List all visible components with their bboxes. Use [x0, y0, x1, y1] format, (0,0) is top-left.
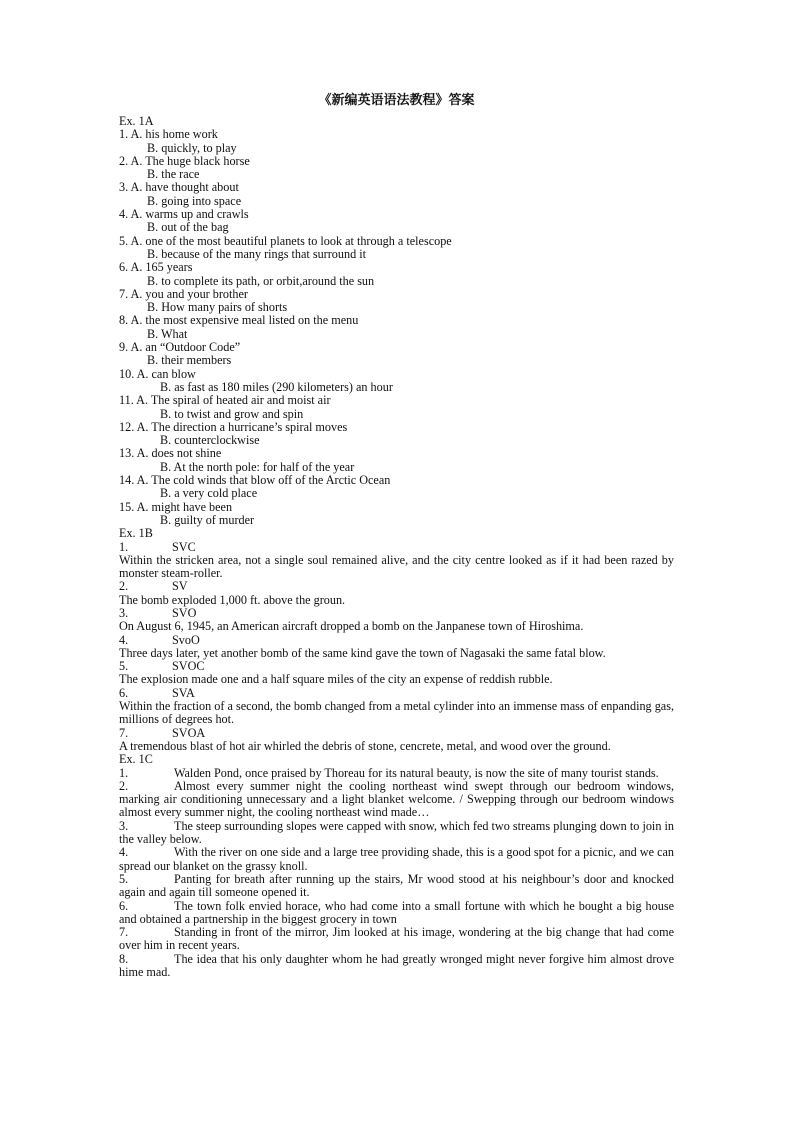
example-sentence: A tremendous blast of hot air whirled the debris of stone, cencrete, metal, and wood over the ground.	[119, 738, 611, 753]
answer-part-a: 3. A. have thought about	[119, 180, 239, 195]
answer-part-b: B. How many pairs of shorts	[147, 300, 288, 315]
answer-part-b: B. their members	[147, 353, 232, 368]
rewritten-sentence	[119, 953, 674, 980]
answer-part-b: B. At the north pole: for half of the year	[160, 459, 355, 474]
section-heading-ex1b: Ex. 1B	[119, 526, 153, 541]
answer-part-b: B. a very cold place	[160, 486, 258, 501]
pattern-label-row: 3. SVO	[119, 605, 197, 620]
pattern-label-row: 1. SVC	[119, 539, 196, 554]
rewritten-sentence	[119, 780, 674, 820]
pattern-label: SVC	[172, 539, 196, 554]
answer-part-b: B. to complete its path, or orbit,around the sun	[147, 273, 375, 288]
answer-part-a: 12. A. The direction a hurricane’s spiral moves	[119, 419, 348, 434]
answer-part-b: B. because of the many rings that surround it	[147, 246, 366, 261]
item-number: 5.	[119, 871, 129, 886]
ex1b-list	[119, 541, 674, 754]
rewritten-sentence	[119, 926, 674, 953]
answer-part-a: 15. A. might have been	[119, 499, 233, 514]
sentence-text: The steep surrounding slopes were capped with snow, which fed two streams plunging down to join in the valley below.	[119, 818, 674, 847]
item-number: 2.	[119, 778, 129, 793]
pattern-label-row: 7. SVOA	[119, 725, 206, 740]
sentence-text: The idea that his only daughter whom he had greatly wronged might never forgive him almost drove hime mad.	[119, 951, 674, 979]
sentence-text: Panting for breath after running up the stairs, Mr wood stood at his neighbour’s door and knocked again and again till someone opened it.	[119, 871, 674, 900]
pattern-label: SV	[172, 579, 188, 594]
pattern-label: SvoO	[172, 632, 200, 647]
sentence-text: Almost every summer night the cooling northeast wind swept through our bedroom windows, marking air conditioning unnecessary and a light blanket welcome. / Swepping through our bedroom windows almost every summer night, the cooling northeast wind made…	[119, 778, 674, 820]
answer-part-a: 13. A. does not shine	[119, 446, 222, 461]
answer-part-b: B. out of the bag	[147, 220, 229, 235]
answer-part-a: 6. A. 165 years	[119, 260, 193, 275]
answer-part-b: B. the race	[147, 167, 200, 182]
rewritten-sentence	[119, 767, 674, 780]
item-number: 6.	[119, 898, 129, 913]
ex1c-list	[119, 767, 674, 980]
item-number: 3.	[119, 818, 129, 833]
answer-part-b: B. quickly, to play	[147, 140, 237, 155]
answer-part-a: 2. A. The huge black horse	[119, 153, 250, 168]
answer-part-b: B. as fast as 180 miles (290 kilometers) an hour	[160, 379, 393, 394]
item-number: 4.	[119, 845, 129, 860]
pattern-label-row: 2. SV	[119, 579, 188, 594]
answer-part-a: 14. A. The cold winds that blow off of the Arctic Ocean	[119, 473, 391, 488]
example-sentence: The bomb exploded 1,000 ft. above the groun.	[119, 592, 346, 607]
example-sentence: Within the stricken area, not a single soul remained alive, and the city centre looked as if it had been razed by monster steam-roller.	[119, 552, 674, 581]
sentence-text: Standing in front of the mirror, Jim looked at his image, wondering at the big change that had come over him in recent years.	[119, 925, 674, 953]
answer-part-b: B. guilty of murder	[160, 512, 255, 527]
document-page	[119, 92, 674, 979]
answer-part-a: 5. A. one of the most beautiful planets to look at through a telescope	[119, 233, 452, 248]
rewritten-sentence	[119, 846, 674, 873]
pattern-label-row: 5. SVOC	[119, 659, 205, 674]
answer-part-b: B. to twist and grow and spin	[160, 406, 304, 421]
answer-part-b: B. counterclockwise	[160, 433, 260, 448]
pattern-label-row: 4. SvoO	[119, 632, 200, 647]
section-heading-ex1a: Ex. 1A	[119, 114, 154, 128]
example-sentence: On August 6, 1945, an American aircraft dropped a bomb on the Janpanese town of Hiroshima.	[119, 619, 584, 634]
item-number: 7.	[119, 925, 129, 940]
answer-part-b: B. going into space	[147, 193, 242, 208]
answer-part-a: 9. A. an “Outdoor Code”	[119, 340, 241, 355]
answer-part-b: B. What	[147, 326, 188, 341]
example-sentence: The explosion made one and a half square miles of the city an expense of reddish rubble.	[119, 672, 553, 687]
rewritten-sentence	[119, 900, 674, 927]
pattern-label-row: 6. SVA	[119, 685, 195, 700]
answer-part-a: 4. A. warms up and crawls	[119, 207, 249, 222]
pattern-label: SVOA	[172, 725, 206, 740]
item-number: 1.	[119, 765, 129, 780]
answer-part-a: 8. A. the most expensive meal listed on the menu	[119, 313, 359, 328]
answer-part-a: 11. A. The spiral of heated air and moist air	[119, 393, 331, 408]
pattern-label: SVO	[172, 605, 197, 620]
document-title: 《新编英语语法教程》答案	[318, 93, 475, 108]
sentence-text: The town folk envied horace, who had come into a small fortune with which he bought a big house and obtained a partnership in the biggest grocery in town	[119, 898, 674, 926]
answer-part-a: 10. A. can blow	[119, 366, 196, 381]
example-sentence: Three days later, yet another bomb of the same kind gave the town of Nagasaki the same fatal blow.	[119, 645, 606, 660]
rewritten-sentence	[119, 820, 674, 847]
item-number: 8.	[119, 951, 129, 966]
answer-part-a: 7. A. you and your brother	[119, 286, 248, 301]
rewritten-sentence	[119, 873, 674, 900]
answer-part-a: 1. A. his home work	[119, 127, 218, 142]
pattern-label: SVA	[172, 685, 195, 700]
sentence-text: With the river on one side and a large tree providing shade, this is a good spot for a picnic, and we can spread our blanket on the grassy knoll.	[119, 845, 674, 873]
example-sentence: Within the fraction of a second, the bomb changed from a metal cylinder into an immense mass of enpanding gas, millions of degrees hot.	[119, 699, 674, 727]
section-heading-ex1c: Ex. 1C	[119, 752, 153, 767]
pattern-label: SVOC	[172, 659, 205, 674]
ex1a-list	[119, 128, 674, 527]
sentence-text: Walden Pond, once praised by Thoreau for its natural beauty, is now the site of many tourist stands.	[174, 765, 659, 780]
